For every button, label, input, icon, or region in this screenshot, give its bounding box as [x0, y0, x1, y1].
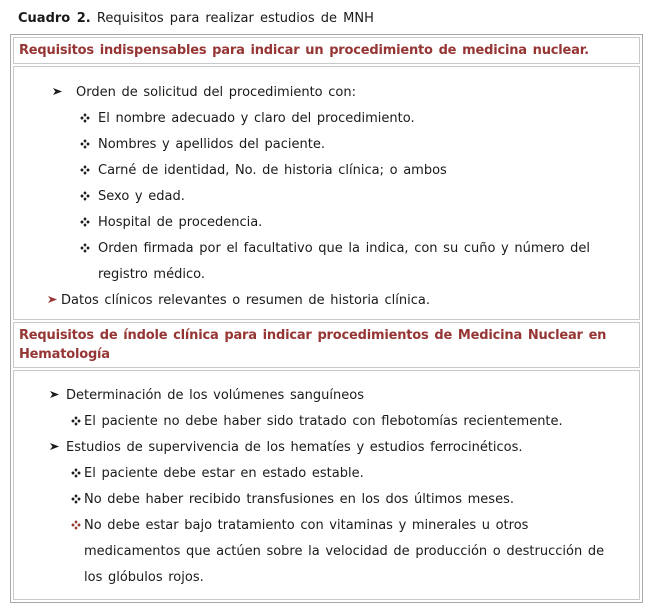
- list-item: [80, 210, 617, 236]
- list-item-text: No debe haber recibido transfusiones en los dos últimos meses.: [84, 492, 514, 507]
- list-item-text: Sexo y edad.: [98, 189, 185, 204]
- caption-label: Cuadro 2.: [18, 11, 91, 26]
- arrowhead-bullet-icon: [49, 383, 66, 409]
- list-item: [71, 513, 617, 591]
- list-item-text: El paciente debe estar en estado estable.: [84, 466, 364, 481]
- four-diamond-bullet-icon: [80, 184, 98, 210]
- list-item: [49, 383, 617, 409]
- section-header-text: Requisitos de índole clínica para indicar procedimientos de Medicina Nuclear en Hematología: [19, 328, 607, 362]
- list-item: [80, 132, 617, 158]
- list-item: [71, 487, 617, 513]
- list-item: [71, 409, 617, 435]
- list-item: [47, 288, 617, 314]
- list-item: [80, 106, 617, 132]
- list-item-text: El paciente no debe haber sido tratado con flebotomías recientemente.: [84, 414, 563, 429]
- list-item: [52, 80, 617, 106]
- list-item-text: Hospital de procedencia.: [98, 215, 263, 230]
- four-diamond-bullet-icon: [80, 132, 98, 158]
- arrowhead-bullet-icon: [47, 288, 61, 314]
- section-body-general: [13, 66, 640, 320]
- four-diamond-bullet-icon: [71, 409, 84, 435]
- arrowhead-bullet-icon: [52, 80, 76, 106]
- four-diamond-bullet-icon: [80, 236, 98, 262]
- four-diamond-bullet-icon: [71, 487, 84, 513]
- table-caption: [18, 11, 655, 26]
- list-item-text: Estudios de supervivencia de los hematíes y estudios ferrocinéticos.: [66, 440, 523, 455]
- four-diamond-bullet-icon: [71, 513, 84, 539]
- list-item-text: Orden de solicitud del procedimiento con:: [76, 85, 356, 100]
- arrowhead-bullet-icon: [49, 435, 66, 461]
- caption-text: Requisitos para realizar estudios de MNH: [96, 11, 374, 26]
- list-item: [80, 236, 617, 288]
- list-item-text: Carné de identidad, No. de historia clínica; o ambos: [98, 163, 447, 178]
- list-item-text: El nombre adecuado y claro del procedimiento.: [98, 111, 415, 126]
- list-item: [71, 461, 617, 487]
- four-diamond-bullet-icon: [80, 210, 98, 236]
- list-item-text: Datos clínicos relevantes o resumen de historia clínica.: [61, 293, 430, 308]
- list-item-text: Nombres y apellidos del paciente.: [98, 137, 325, 152]
- section-header-text: Requisitos indispensables para indicar un procedimiento de medicina nuclear.: [19, 43, 589, 58]
- list-item-text: Orden firmada por el facultativo que la indica, con su cuño y número del registro médico.: [98, 241, 591, 282]
- section-header-clinical: [13, 322, 640, 368]
- list-item-text: Determinación de los volúmenes sanguíneos: [66, 388, 364, 403]
- list-item: [49, 435, 617, 461]
- four-diamond-bullet-icon: [80, 158, 98, 184]
- four-diamond-bullet-icon: [71, 461, 84, 487]
- list-item-text: No debe estar bajo tratamiento con vitaminas y minerales u otros medicamentos que actúen sobre la velocidad de producción o destrucción de los glóbulos rojos.: [84, 518, 605, 585]
- section-header-general: [13, 37, 640, 64]
- four-diamond-bullet-icon: [80, 106, 98, 132]
- requirements-table: [10, 34, 643, 603]
- list-item: [80, 184, 617, 210]
- section-body-clinical: [13, 370, 640, 600]
- list-item: [80, 158, 617, 184]
